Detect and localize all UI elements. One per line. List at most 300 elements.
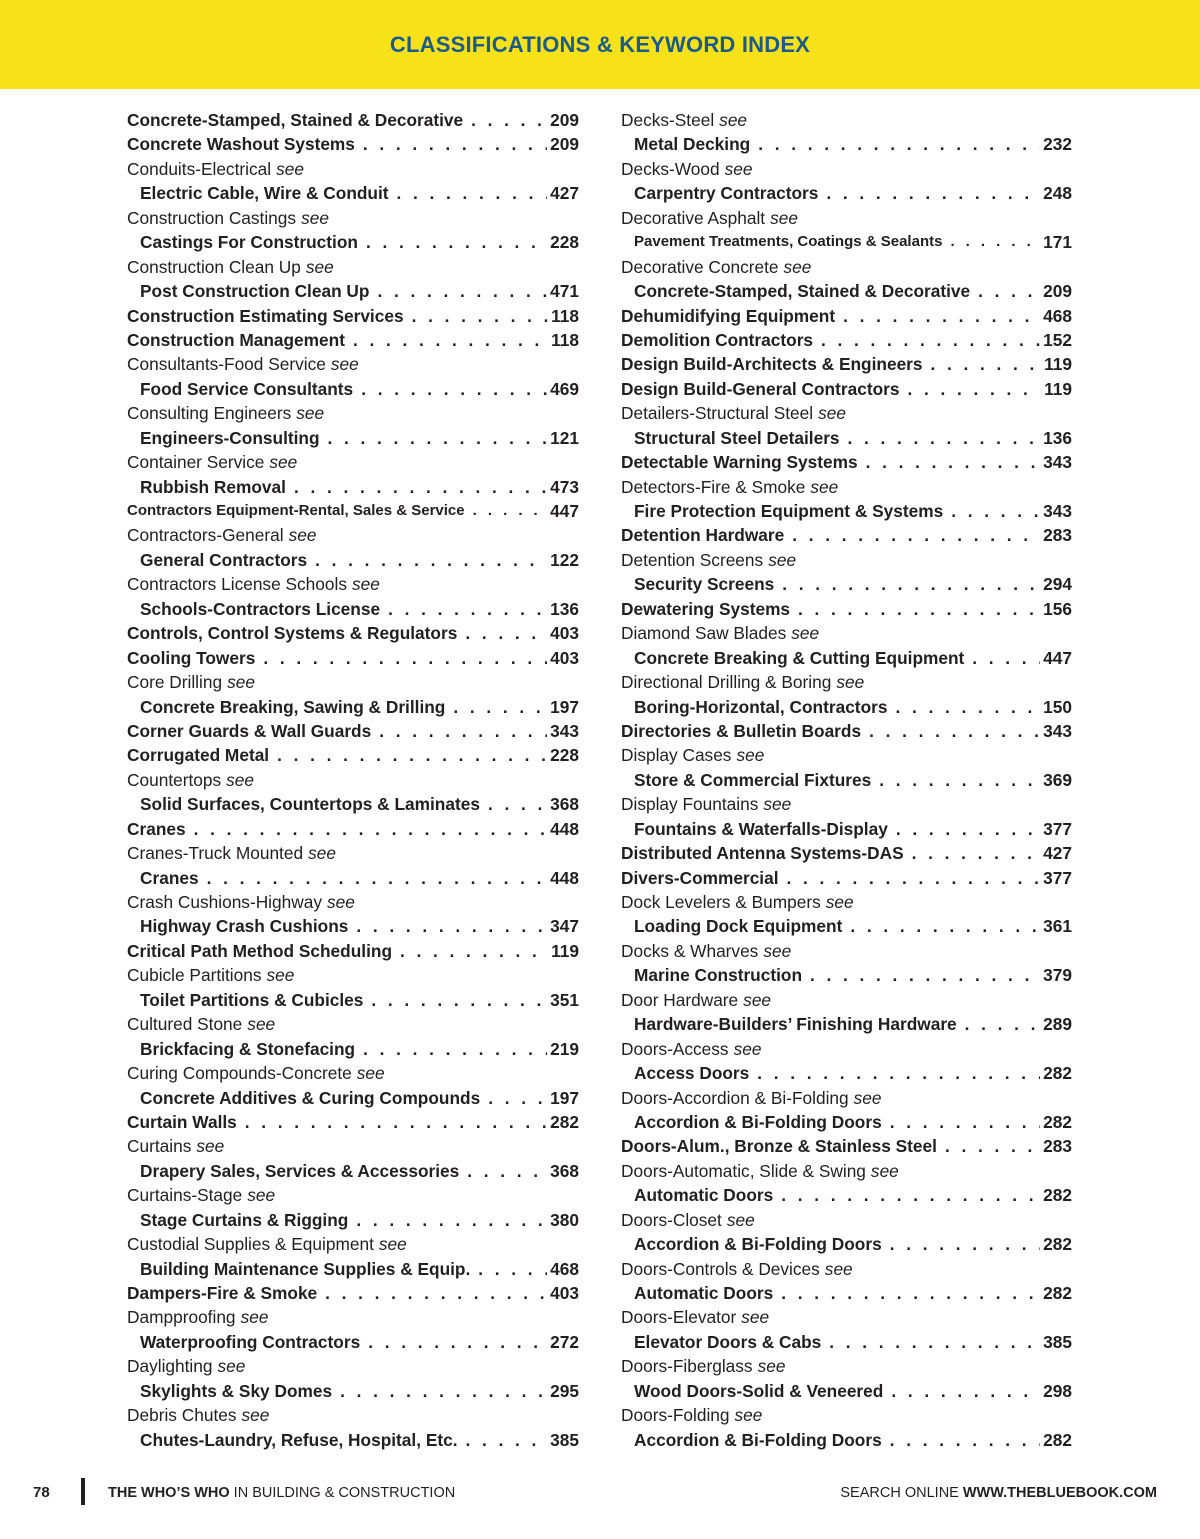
classification-entry[interactable] [621, 1012, 1072, 1036]
cross-reference-entry [621, 1403, 1072, 1427]
classification-entry[interactable] [127, 988, 579, 1012]
cross-reference-entry [127, 1134, 579, 1158]
dot-leader [887, 695, 1040, 719]
dot-leader [774, 572, 1040, 596]
dot-leader [360, 1330, 547, 1354]
classification-name: Directories & Bulletin Boards [621, 720, 862, 741]
page-reference: 272 [550, 1331, 579, 1352]
dot-leader [821, 1330, 1040, 1354]
cross-reference-keyword: Decks-Steel [621, 110, 715, 130]
classification-entry[interactable] [621, 1281, 1072, 1305]
page-reference: 282 [1043, 1111, 1072, 1132]
cross-reference-entry [621, 1037, 1072, 1061]
cross-reference-keyword: Diamond Saw Blades [621, 623, 787, 644]
classification-entry[interactable] [621, 450, 1072, 474]
cross-reference-keyword: Curing Compounds-Concrete [127, 1063, 352, 1084]
classification-entry[interactable] [127, 1428, 579, 1452]
classification-entry[interactable] [621, 817, 1072, 841]
classification-entry[interactable] [621, 1110, 1072, 1134]
page-reference: 122 [550, 549, 579, 570]
dot-leader [773, 1183, 1040, 1207]
page-reference: 347 [550, 916, 579, 937]
classification-entry[interactable] [127, 304, 579, 328]
see-label: see [351, 574, 380, 595]
classification-entry[interactable] [127, 1257, 579, 1281]
cross-reference-entry [621, 206, 1072, 230]
page-reference: 351 [550, 989, 579, 1010]
cross-reference-entry [621, 988, 1072, 1012]
page-reference: 228 [550, 232, 579, 253]
dot-leader [380, 597, 547, 621]
cross-reference-keyword: Decorative Concrete [621, 256, 779, 277]
cross-reference-keyword: Display Fountains [621, 794, 759, 815]
cross-reference-entry [621, 1354, 1072, 1378]
dot-leader [371, 719, 547, 743]
classification-entry[interactable] [621, 866, 1072, 890]
see-label: see [330, 354, 359, 375]
cross-reference-entry [621, 792, 1072, 816]
classification-entry[interactable] [127, 1086, 579, 1110]
cross-reference-entry [127, 1354, 579, 1378]
page-reference: 119 [551, 940, 579, 961]
dot-leader [882, 1110, 1040, 1134]
publication-name-bold: THE WHO’S WHO [108, 1485, 230, 1501]
see-label: see [763, 794, 792, 815]
cross-reference-entry [127, 352, 579, 376]
classification-name: Hardware-Builders’ Finishing Hardware [634, 1014, 957, 1035]
classification-name: Cranes [140, 867, 199, 888]
classification-entry[interactable] [127, 719, 579, 743]
dot-leader [459, 1159, 547, 1183]
page-reference: 118 [551, 305, 579, 326]
see-label: see [734, 1405, 763, 1426]
classification-entry[interactable] [127, 548, 579, 572]
see-label: see [768, 549, 797, 570]
classification-entry[interactable] [621, 523, 1072, 547]
classification-entry[interactable] [621, 1379, 1072, 1403]
classification-entry[interactable] [621, 499, 1072, 523]
classification-entry[interactable] [127, 1208, 579, 1232]
cross-reference-keyword: Contractors-General [127, 525, 284, 546]
classification-entry[interactable] [127, 866, 579, 890]
cross-reference-keyword: Detectors-Fire & Smoke [621, 476, 806, 497]
dot-leader [348, 914, 547, 938]
classification-name: Automatic Doors [634, 1283, 774, 1303]
dot-leader [813, 328, 1040, 352]
page-reference: 369 [1043, 769, 1072, 790]
classification-name: Detectable Warning Systems [621, 452, 858, 473]
classification-entry[interactable] [621, 572, 1072, 596]
see-label: see [241, 1405, 270, 1426]
classification-entry[interactable] [127, 1281, 579, 1305]
cross-reference-entry [621, 1305, 1072, 1329]
dot-leader [369, 279, 547, 303]
page-reference: 209 [1043, 281, 1072, 302]
cross-reference-keyword: Doors-Access [621, 1038, 729, 1059]
cross-reference-entry [621, 475, 1072, 499]
see-label: see [269, 452, 298, 473]
see-label: see [870, 1160, 899, 1181]
cross-reference-entry [127, 1012, 579, 1036]
cross-reference-keyword: Decks-Wood [621, 158, 720, 179]
classification-entry[interactable] [127, 597, 579, 621]
page-reference: 282 [1043, 1185, 1072, 1206]
page-reference: 119 [1044, 378, 1072, 399]
classification-name: Fountains & Waterfalls-Display [634, 818, 888, 839]
classification-name: Solid Surfaces, Countertops & Laminates [140, 794, 480, 815]
cross-reference-keyword: Cultured Stone [127, 1014, 243, 1035]
classification-entry[interactable] [621, 328, 1072, 352]
cross-reference-keyword: Curtains [127, 1136, 192, 1157]
classification-entry[interactable] [621, 352, 1072, 376]
search-url-link[interactable]: WWW.THEBLUEBOOK.COM [962, 1485, 1157, 1501]
classification-entry[interactable] [127, 743, 579, 767]
page-reference: 209 [550, 134, 579, 155]
cross-reference-keyword: Directional Drilling & Boring [621, 672, 832, 693]
dot-leader [345, 328, 547, 352]
search-online [840, 1485, 1157, 1501]
cross-reference-entry [127, 963, 579, 987]
classification-name: Critical Path Method Scheduling [127, 940, 392, 961]
cross-reference-keyword: Curtains-Stage [127, 1185, 243, 1206]
dot-leader [904, 841, 1040, 865]
see-label: see [770, 207, 798, 228]
classification-entry[interactable] [127, 817, 579, 841]
classification-entry[interactable] [621, 1428, 1072, 1452]
classification-entry[interactable] [127, 1110, 579, 1134]
page-reference: 343 [1043, 720, 1072, 741]
page-reference: 385 [550, 1429, 579, 1450]
classification-name: Stage Curtains & Rigging [140, 1209, 349, 1230]
classification-name: Drapery Sales, Services & Accessories [140, 1160, 460, 1181]
dot-leader [392, 939, 547, 963]
classification-entry[interactable] [127, 695, 579, 719]
cross-reference-entry [621, 890, 1072, 914]
see-label: see [736, 745, 765, 766]
classification-entry[interactable] [127, 621, 579, 645]
cross-reference-entry [621, 743, 1072, 767]
classification-entry[interactable] [127, 181, 579, 205]
dot-leader [332, 1379, 547, 1403]
index-column-left [127, 108, 579, 1452]
cross-reference-keyword: Dampproofing [127, 1307, 236, 1328]
classification-name: Brickfacing & Stonefacing [140, 1038, 356, 1059]
classification-entry[interactable] [127, 1330, 579, 1354]
cross-reference-entry [621, 255, 1072, 279]
classification-name: Post Construction Clean Up [140, 281, 370, 302]
page-reference: 361 [1043, 916, 1072, 937]
see-label: see [326, 892, 355, 912]
cross-reference-entry [127, 401, 579, 425]
page-reference: 343 [550, 720, 579, 741]
page-reference: 377 [1043, 818, 1072, 839]
cross-reference-keyword: Daylighting [127, 1356, 213, 1377]
dot-leader [871, 768, 1040, 792]
classification-name: Electric Cable, Wire & Conduit [140, 183, 389, 204]
cross-reference-entry [127, 768, 579, 792]
page-reference: 427 [550, 183, 579, 204]
classification-entry[interactable] [621, 1330, 1072, 1354]
dot-leader [237, 1110, 547, 1134]
publication-name-rest: IN BUILDING & CONSTRUCTION [233, 1485, 456, 1501]
classification-name: Highway Crash Cushions [140, 916, 349, 937]
dot-leader [882, 1428, 1040, 1452]
page-reference: 294 [1043, 574, 1072, 595]
page-reference: 219 [550, 1038, 579, 1059]
classification-entry[interactable] [621, 1061, 1072, 1085]
cross-reference-entry [127, 206, 579, 230]
page-reference: 283 [1043, 1136, 1072, 1157]
classification-name: Chutes-Laundry, Refuse, Hospital, Etc. [140, 1429, 458, 1450]
classification-name: Detention Hardware [621, 525, 785, 546]
cross-reference-keyword: Dock Levelers & Bumpers [621, 892, 821, 912]
classification-entry[interactable] [621, 719, 1072, 743]
dot-leader [835, 304, 1040, 328]
see-label: see [825, 892, 854, 912]
cross-reference-keyword: Doors-Automatic, Slide & Swing [621, 1160, 866, 1181]
see-label: see [196, 1136, 225, 1157]
dot-leader [353, 377, 547, 401]
cross-reference-keyword: Contractors License Schools [127, 574, 347, 595]
cross-reference-entry [621, 670, 1072, 694]
classification-entry[interactable] [621, 695, 1072, 719]
classification-entry[interactable] [127, 230, 579, 254]
classification-entry[interactable] [621, 646, 1072, 670]
dot-leader [888, 817, 1040, 841]
cross-reference-entry [127, 670, 579, 694]
classification-name: Concrete-Stamped, Stained & Decorative [634, 281, 971, 302]
cross-reference-keyword: Conduits-Electrical [127, 158, 272, 179]
dot-leader [458, 1428, 547, 1452]
cross-reference-keyword: Doors-Elevator [621, 1307, 737, 1328]
classification-name: Security Screens [634, 574, 775, 595]
see-label: see [227, 672, 255, 693]
classification-name: Dehumidifying Equipment [621, 305, 836, 326]
see-label: see [247, 1185, 276, 1206]
page-reference: 248 [1043, 183, 1072, 204]
cross-reference-keyword: Doors-Folding [621, 1405, 730, 1426]
page-reference: 473 [550, 476, 579, 497]
classification-entry[interactable] [621, 132, 1072, 156]
classification-entry[interactable] [621, 1232, 1072, 1256]
page-reference: 282 [1043, 1429, 1072, 1450]
see-label: see [719, 110, 748, 130]
classification-entry[interactable] [621, 841, 1072, 865]
dot-leader [480, 792, 547, 816]
cross-reference-entry [621, 1208, 1072, 1232]
cross-reference-keyword: Decorative Asphalt [621, 207, 766, 228]
classification-entry[interactable] [127, 792, 579, 816]
see-label: see [266, 965, 295, 986]
classification-entry[interactable] [127, 646, 579, 670]
cross-reference-keyword: Door Hardware [621, 989, 739, 1010]
classification-entry[interactable] [127, 475, 579, 499]
classification-name: Cooling Towers [127, 647, 256, 668]
classification-name: Accordion & Bi-Folding Doors [634, 1429, 882, 1450]
classification-name: Construction Management [127, 329, 345, 350]
dot-leader [358, 230, 547, 254]
dot-leader [802, 963, 1040, 987]
see-label: see [247, 1014, 276, 1035]
cross-reference-entry [127, 1305, 579, 1329]
cross-reference-keyword: Cubicle Partitions [127, 965, 262, 986]
dot-leader [348, 1208, 547, 1232]
page-number: 78 [33, 1484, 50, 1501]
dot-leader [269, 743, 547, 767]
classification-name: Dewatering Systems [621, 598, 791, 619]
page-reference: 468 [550, 1258, 579, 1279]
page-reference: 385 [1043, 1331, 1072, 1352]
dot-leader [355, 1037, 547, 1061]
cross-reference-keyword: Doors-Fiberglass [621, 1356, 753, 1377]
cross-reference-keyword: Debris Chutes [127, 1405, 237, 1426]
cross-reference-entry [127, 1061, 579, 1085]
cross-reference-entry [127, 572, 579, 596]
dot-leader [818, 181, 1040, 205]
page-reference: 377 [1043, 867, 1072, 888]
classification-entry[interactable] [127, 499, 579, 523]
classification-entry[interactable] [621, 230, 1072, 254]
dot-leader [779, 866, 1040, 890]
classification-name: Doors-Alum., Bronze & Stainless Steel [621, 1136, 937, 1157]
cross-reference-keyword: Crash Cushions-Highway [127, 892, 322, 912]
cross-reference-entry [621, 1159, 1072, 1183]
classification-entry[interactable] [127, 132, 579, 156]
page-reference: 403 [550, 623, 579, 644]
see-label: see [356, 1063, 385, 1084]
dot-leader [363, 988, 547, 1012]
see-label: see [724, 158, 753, 179]
see-label: see [733, 1038, 762, 1059]
classification-entry[interactable] [621, 597, 1072, 621]
page-reference: 289 [1043, 1014, 1072, 1035]
see-label: see [810, 476, 839, 497]
classification-name: Castings For Construction [140, 232, 358, 253]
classification-entry[interactable] [621, 377, 1072, 401]
classification-entry[interactable] [621, 279, 1072, 303]
classification-name: Corrugated Metal [127, 745, 270, 766]
footer-divider [81, 1478, 85, 1505]
classification-entry[interactable] [127, 108, 579, 132]
dot-leader [750, 132, 1040, 156]
page-reference: 298 [1043, 1380, 1072, 1401]
classification-name: Dampers-Fire & Smoke [127, 1283, 318, 1303]
dot-leader [942, 230, 1040, 254]
dot-leader [840, 426, 1040, 450]
classification-entry[interactable] [621, 963, 1072, 987]
see-label: see [791, 623, 820, 644]
classification-entry[interactable] [621, 181, 1072, 205]
classification-entry[interactable] [621, 914, 1072, 938]
classification-name: Concrete Additives & Curing Compounds [140, 1087, 481, 1108]
page-reference: 197 [550, 1087, 579, 1108]
see-label: see [853, 1087, 882, 1108]
see-label: see [296, 403, 325, 424]
page-reference: 171 [1043, 232, 1072, 253]
cross-reference-keyword: Construction Clean Up [127, 256, 301, 277]
classification-name: Engineers-Consulting [140, 427, 320, 448]
classification-entry[interactable] [621, 768, 1072, 792]
classification-name: Distributed Antenna Systems-DAS [621, 843, 904, 864]
dot-leader [255, 646, 547, 670]
cross-reference-keyword: Countertops [127, 769, 222, 790]
dot-leader [445, 695, 547, 719]
classification-name: Waterproofing Contractors [140, 1331, 361, 1352]
classification-name: Rubbish Removal [140, 476, 286, 497]
dot-leader [899, 377, 1040, 401]
cross-reference-entry [127, 841, 579, 865]
see-label: see [726, 1209, 755, 1230]
dot-leader [463, 108, 547, 132]
cross-reference-keyword: Display Cases [621, 745, 732, 766]
classification-entry[interactable] [127, 1379, 579, 1403]
classification-entry[interactable] [621, 426, 1072, 450]
classification-entry[interactable] [127, 939, 579, 963]
cross-reference-entry [621, 401, 1072, 425]
cross-reference-entry [127, 1403, 579, 1427]
classification-entry[interactable] [127, 279, 579, 303]
classification-name: Elevator Doors & Cabs [634, 1331, 822, 1352]
dot-leader [404, 304, 547, 328]
page-reference: 448 [550, 818, 579, 839]
classification-name: Store & Commercial Fixtures [634, 769, 872, 790]
cross-reference-keyword: Docks & Wharves [621, 940, 759, 961]
see-label: see [818, 403, 846, 424]
page-reference: 232 [1043, 134, 1072, 155]
page-reference: 427 [1043, 843, 1072, 864]
classification-entry[interactable] [621, 1183, 1072, 1207]
classification-entry[interactable] [127, 914, 579, 938]
classification-name: Access Doors [634, 1063, 750, 1084]
dot-leader [355, 132, 547, 156]
page-reference: 121 [550, 427, 579, 448]
page-reference: 228 [550, 745, 579, 766]
see-label: see [308, 843, 336, 864]
classification-entry[interactable] [127, 1037, 579, 1061]
classification-name: Boring-Horizontal, Contractors [634, 696, 888, 717]
classification-entry[interactable] [127, 377, 579, 401]
cross-reference-entry [621, 1086, 1072, 1110]
dot-leader [842, 914, 1040, 938]
see-label: see [763, 940, 792, 961]
page-reference: 209 [550, 110, 579, 130]
cross-reference-keyword: Core Drilling [127, 672, 223, 693]
page-reference: 283 [1043, 525, 1072, 546]
page-reference: 119 [1044, 354, 1072, 375]
dot-leader [480, 1086, 547, 1110]
dot-leader [790, 597, 1040, 621]
page-reference: 343 [1043, 501, 1072, 521]
classification-entry[interactable] [621, 1134, 1072, 1158]
page-reference: 447 [1043, 647, 1072, 668]
page-reference: 282 [550, 1111, 579, 1132]
cross-reference-entry [127, 890, 579, 914]
cross-reference-entry [621, 939, 1072, 963]
dot-leader [457, 621, 547, 645]
see-label: see [824, 1258, 853, 1279]
see-label: see [305, 256, 334, 277]
classification-entry[interactable] [127, 328, 579, 352]
classification-name: Design Build-General Contractors [621, 378, 900, 399]
classification-name: Schools-Contractors License [140, 598, 381, 619]
classification-entry[interactable] [621, 304, 1072, 328]
classification-name: Structural Steel Detailers [634, 427, 840, 448]
page-reference: 197 [550, 696, 579, 717]
classification-entry[interactable] [127, 1159, 579, 1183]
classification-entry[interactable] [127, 426, 579, 450]
cross-reference-entry [621, 157, 1072, 181]
cross-reference-keyword: Doors-Controls & Devices [621, 1258, 820, 1279]
